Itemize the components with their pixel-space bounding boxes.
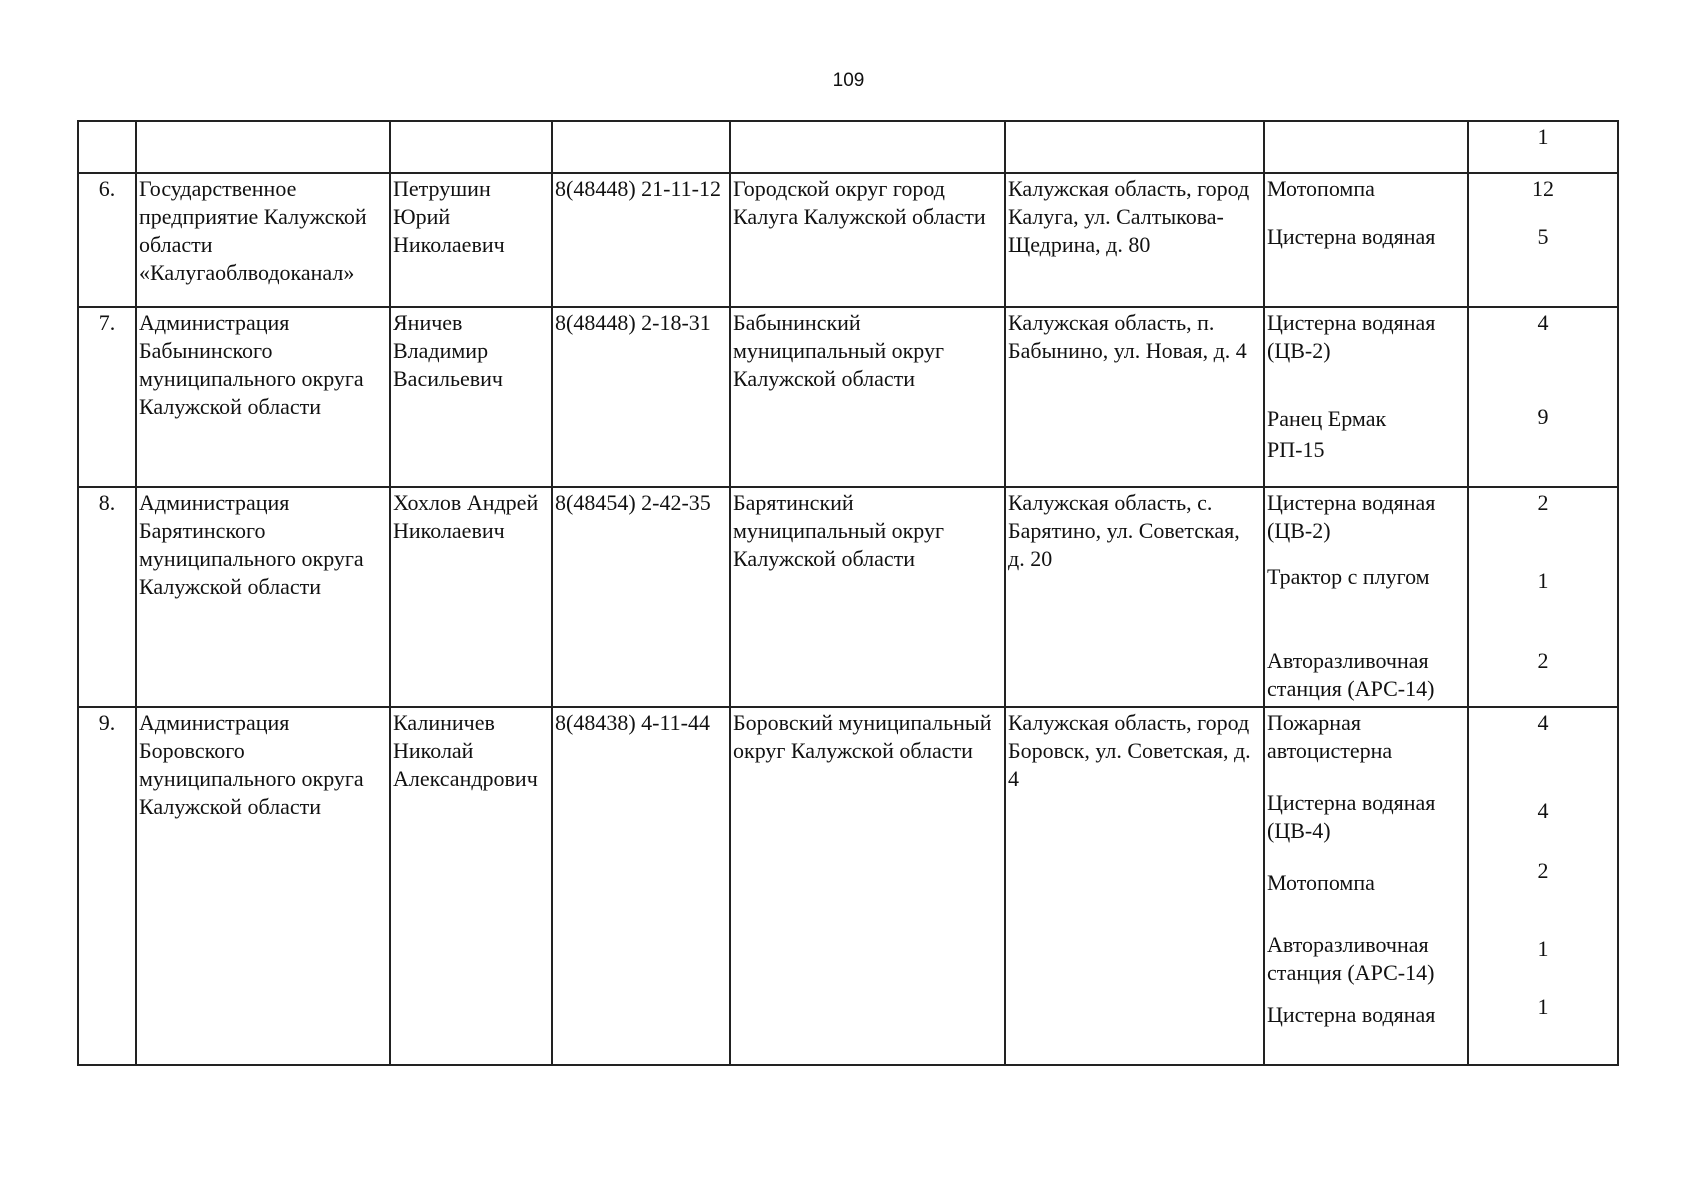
quantity-item: 4 (1537, 710, 1549, 735)
equipment-item: Мотопомпа (1267, 870, 1375, 895)
address-cell: Калужская область, город Калуга, ул. Салтыкова-Щедрина, д. 80 (1005, 173, 1264, 307)
equipment-cell (1264, 487, 1468, 707)
row-number: 9. (78, 707, 136, 1065)
quantity-item: 2 (1537, 490, 1549, 515)
header-cell (136, 121, 390, 173)
quantity-item: 1 (1537, 936, 1549, 961)
equipment-cell (1264, 307, 1468, 487)
equipment-item: Цистерна водяная (1267, 1002, 1436, 1027)
quantity-item: 2 (1537, 858, 1549, 883)
equipment-item: Ранец Ермак РП-15 (1267, 406, 1387, 462)
address-cell: Калужская область, город Боровск, ул. Советская, д. 4 (1005, 707, 1264, 1065)
quantity-item: 5 (1537, 224, 1549, 249)
territory-cell: Бабынинский муниципальный округ Калужской области (730, 307, 1005, 487)
quantity-item: 4 (1537, 798, 1549, 823)
quantity-item: 2 (1537, 648, 1549, 673)
organization-cell: Администрация Барятинского муниципального округа Калужской области (136, 487, 390, 707)
quantity-item: 1 (1537, 568, 1549, 593)
territory-cell: Боровский муниципальный округ Калужской области (730, 707, 1005, 1065)
table-row (78, 487, 1618, 707)
organization-cell: Государственное предприятие Калужской области «Калугаоблводоканал» (136, 173, 390, 307)
row-number: 8. (78, 487, 136, 707)
table-row (78, 173, 1618, 307)
equipment-item: Цистерна водяная (ЦВ-4) (1267, 790, 1436, 843)
equipment-item: Мотопомпа (1267, 176, 1375, 201)
table-row (78, 707, 1618, 1065)
territory-cell: Городской округ город Калуга Калужской области (730, 173, 1005, 307)
quantity-item: 9 (1537, 404, 1549, 429)
quantity-item: 1 (1537, 994, 1549, 1019)
quantity-cell (1468, 173, 1618, 307)
header-cell (78, 121, 136, 173)
person-cell: Калиничев Николай Александрович (390, 707, 552, 1065)
header-cell-last: 1 (1468, 121, 1618, 173)
page-number: 109 (832, 70, 865, 91)
quantity-item: 4 (1537, 310, 1549, 335)
person-cell: Петрушин Юрий Николаевич (390, 173, 552, 307)
person-cell: Хохлов Андрей Николаевич (390, 487, 552, 707)
equipment-item: Цистерна водяная (ЦВ-2) (1267, 310, 1436, 363)
phone-cell: 8(48454) 2-42-35 (552, 487, 730, 707)
quantity-cell (1468, 307, 1618, 487)
table-header-row (78, 121, 1618, 173)
territory-cell: Барятинский муниципальный округ Калужской области (730, 487, 1005, 707)
phone-cell: 8(48438) 4-11-44 (552, 707, 730, 1065)
header-cell (1264, 121, 1468, 173)
phone-cell: 8(48448) 2-18-31 (552, 307, 730, 487)
equipment-item: Авторазливочная станция (АРС-14) (1267, 932, 1435, 985)
table-row (78, 307, 1618, 487)
address-cell: Калужская область, п. Бабынино, ул. Новая, д. 4 (1005, 307, 1264, 487)
equipment-item: Цистерна водяная (ЦВ-2) (1267, 490, 1436, 543)
header-cell (730, 121, 1005, 173)
organization-cell: Администрация Боровского муниципального округа Калужской области (136, 707, 390, 1065)
equipment-item: Цистерна водяная (1267, 224, 1436, 249)
quantity-cell (1468, 487, 1618, 707)
equipment-table (77, 120, 1619, 1066)
equipment-cell (1264, 707, 1468, 1065)
equipment-item: Пожарная автоцистерна (1267, 710, 1393, 763)
quantity-cell (1468, 707, 1618, 1065)
header-cell (1005, 121, 1264, 173)
row-number: 6. (78, 173, 136, 307)
equipment-item: Авторазливочная станция (АРС-14) (1267, 648, 1435, 701)
header-cell (552, 121, 730, 173)
organization-cell: Администрация Бабынинского муниципального округа Калужской области (136, 307, 390, 487)
equipment-item: Трактор с плугом (1267, 564, 1430, 589)
quantity-item: 12 (1532, 176, 1554, 201)
phone-cell: 8(48448) 21-11-12 (552, 173, 730, 307)
header-cell (390, 121, 552, 173)
equipment-cell (1264, 173, 1468, 307)
person-cell: Яничев Владимир Васильевич (390, 307, 552, 487)
address-cell: Калужская область, с. Барятино, ул. Советская, д. 20 (1005, 487, 1264, 707)
row-number: 7. (78, 307, 136, 487)
